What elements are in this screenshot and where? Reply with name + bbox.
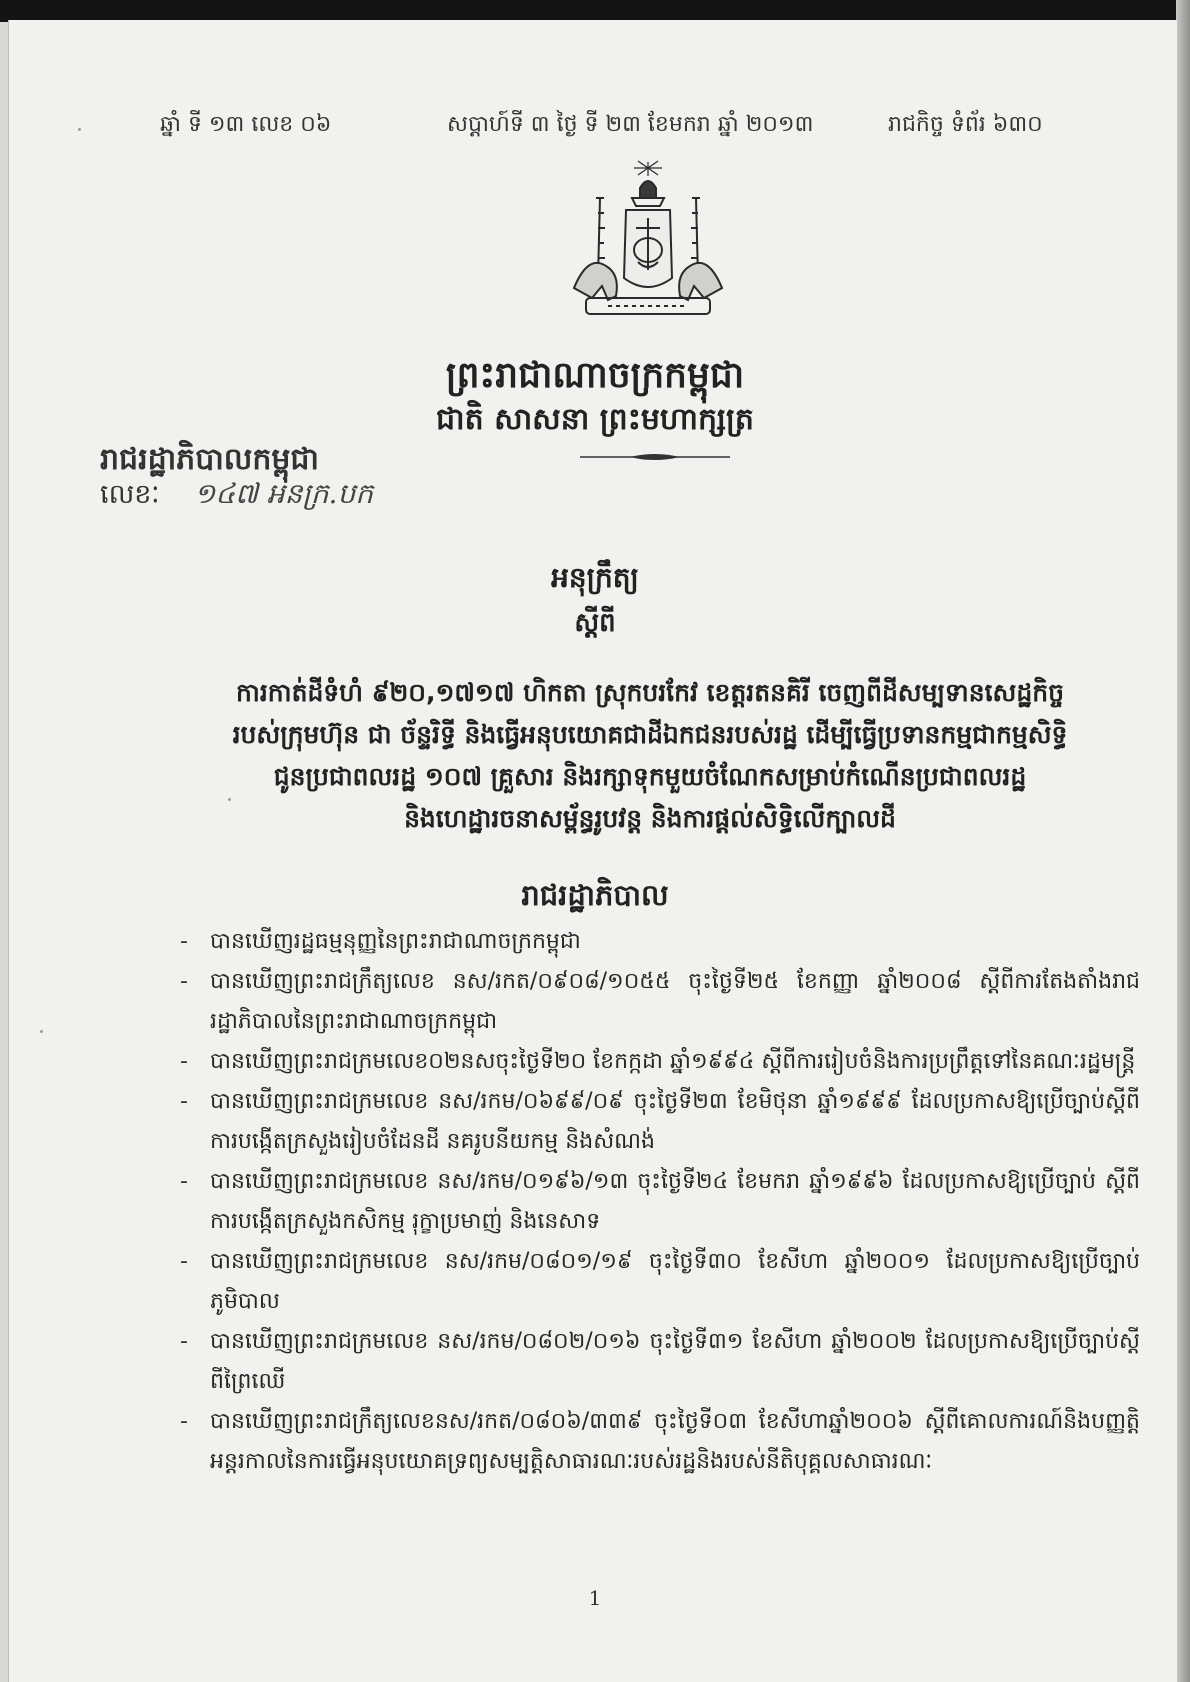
national-motto: ជាតិ សាសនា ព្រះមហាក្សត្រ [436, 402, 754, 437]
list-item [180, 1322, 1140, 1402]
reference-text: បានឃើញព្រះរាជក្រមលេខ នស/រកម/០៨០២/០១៦ ចុះថ្ងៃទី៣១ ខែសីហា ឆ្នាំ២០០២ ដែលប្រកាសឱ្យប្រើច្បាប់ស្តីពីព្រៃឈើ [210, 1329, 1140, 1394]
scan-top-strip [0, 0, 1190, 22]
header-gazette-page: រាជកិច្ច ទំព័រ ៦៣០ [888, 112, 1043, 137]
subject-line: របស់ក្រុមហ៊ុន ជា ច័ន្ទរិទ្ធី និងធ្វើអនុបយោគជាដីឯកជនរបស់រដ្ឋ ដើម្បីធ្វើប្រទានកម្មជាកម្មសិទ្ធិ [232, 720, 1068, 749]
scan-right-edge [1176, 0, 1190, 1682]
reference-text: បានឃើញព្រះរាជក្រមលេខ នស/រកម/០៦៩៩/០៩ ចុះថ្ងៃទី២៣ ខែមិថុនា ឆ្នាំ១៩៩៩ ដែលប្រកាសឱ្យប្រើច្បាប់ស្តីពីការបង្កើតក្រសួងរៀបចំដែនដី នគរូបនីយកម្ម និងសំណង់ [210, 1089, 1140, 1154]
about-heading: ស្តីពី [574, 608, 616, 638]
document-number-label: លេខៈ [100, 479, 160, 510]
list-item [180, 922, 1140, 962]
reference-text: បានឃើញព្រះរាជក្រឹត្យលេខ នស/រកត/០៩០៨/១០៥៥ ចុះថ្ងៃទី២៥ ខែកញ្ញា ឆ្នាំ២០០៨ ស្តីពីការតែងតាំងរាជរដ្ឋាភិបាលនៃព្រះរាជាណាចក្រកម្ពុជា [210, 969, 1140, 1034]
bullet-dash: - [180, 969, 188, 994]
reference-text: បានឃើញព្រះរាជក្រមលេខ០២នសចុះថ្ងៃទី២០ ខែកក្កដា ឆ្នាំ១៩៩៤ ស្តីពីការរៀបចំនិងការប្រព្រឹត្តទៅនៃគណៈរដ្ឋមន្ត្រី [210, 1049, 1136, 1074]
document-type-title: អនុក្រឹត្យ [551, 561, 639, 594]
reference-text: បានឃើញរដ្ឋធម្មនុញ្ញនៃព្រះរាជាណាចក្រកម្ពុជា [210, 929, 581, 954]
scan-speck [40, 1030, 43, 1033]
list-item [180, 962, 1140, 1042]
subject-line: ការកាត់ដីទំហំ ៩២០,១៧១៧ ហិកតា ស្រុកបរកែវ ខេត្តរតនគិរី ចេញពីដីសម្បទានសេដ្ឋកិច្ច [236, 678, 1064, 707]
page-number: 1 [588, 1586, 602, 1610]
bullet-dash: - [180, 1249, 188, 1274]
ornamental-divider [580, 453, 730, 461]
bullet-dash: - [180, 929, 188, 954]
document-number-handwritten: ១៤៧ អនក្រ.បក [194, 477, 373, 510]
subject-line: ជូនប្រជាពលរដ្ឋ ១០៧ គ្រួសារ និងរក្សាទុកមួយចំណែកសម្រាប់កំណើនប្រជាពលរដ្ឋ [273, 762, 1027, 791]
header-week-date: សប្តាហ៍ទី ៣ ថ្ងៃ ទី ២៣ ខែមករា ឆ្នាំ ២០១៣ [447, 112, 814, 137]
bullet-dash: - [180, 1329, 188, 1354]
scan-speck [228, 798, 231, 801]
header-year-issue: ឆ្នាំ ទី ១៣ លេខ ០៦ [160, 112, 332, 137]
list-item [180, 1402, 1140, 1482]
list-item [180, 1242, 1140, 1322]
list-item [180, 1162, 1140, 1242]
bullet-dash: - [180, 1169, 188, 1194]
bullet-dash: - [180, 1089, 188, 1114]
bullet-dash: - [180, 1049, 188, 1074]
list-item [180, 1042, 1140, 1082]
bullet-dash: - [180, 1409, 188, 1434]
reference-text: បានឃើញព្រះរាជក្រឹត្យលេខនស/រកត/០៨០៦/៣៣៩ ចុះថ្ងៃទី០៣ ខែសីហាឆ្នាំ២០០៦ ស្តីពីគោលការណ៍និងបញ្ញត្តិអន្តរកាលនៃការធ្វើអនុបយោគទ្រព្យសម្បត្តិសាធារណៈរបស់រដ្ឋនិងរបស់នីតិបុគ្គលសាធារណៈ [210, 1409, 1140, 1474]
list-item [180, 1082, 1140, 1162]
scan-speck [78, 128, 81, 131]
issuer-name: រាជរដ្ឋាភិបាលកម្ពុជា [100, 442, 319, 477]
reference-text: បានឃើញព្រះរាជក្រមលេខ នស/រកម/០១៩៦/១៣ ចុះថ្ងៃទី២៤ ខែមករា ឆ្នាំ១៩៩៦ ដែលប្រកាសឱ្យប្រើច្បាប់ ស្តីពីការបង្កើតក្រសួងកសិកម្ម រុក្ខាប្រមាញ់ និងនេសាទ [210, 1169, 1140, 1234]
kingdom-name: ព្រះរាជាណាចក្រកម្ពុជា [445, 355, 745, 396]
royal-coat-of-arms-icon [568, 158, 728, 323]
government-heading: រាជរដ្ឋាភិបាល [521, 878, 669, 912]
reference-text: បានឃើញព្រះរាជក្រមលេខ នស/រកម/០៨០១/១៩ ចុះថ្ងៃទី៣០ ខែសីហា ឆ្នាំ២០០១ ដែលប្រកាសឱ្យប្រើច្បាប់ភូមិបាល [210, 1249, 1140, 1314]
legal-references-list [180, 922, 1140, 1482]
subject-line: និងហេដ្ឋារចនាសម្ព័ន្ធរូបវន្ត និងការផ្តល់សិទ្ធិលើក្បាលដី [404, 804, 896, 833]
